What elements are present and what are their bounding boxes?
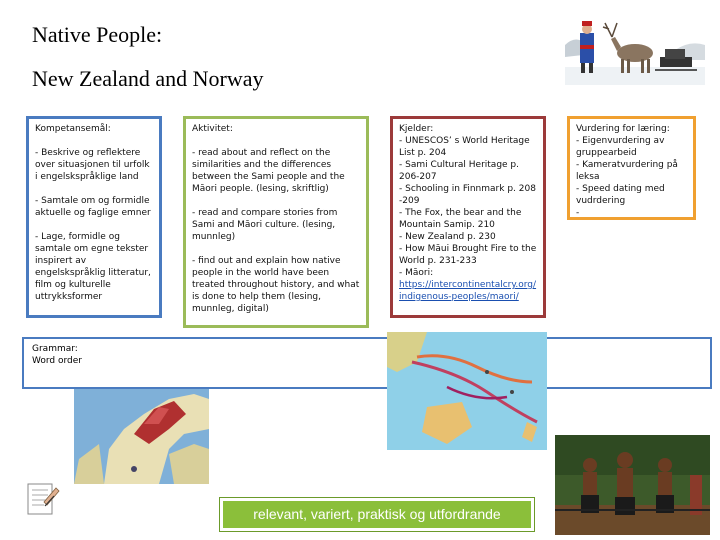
competence-goal-item: - Beskrive og reflektere over situasjonen til urfolk i engelskspråklige land — [35, 148, 150, 182]
assessment-heading: Vurdering for læring: — [576, 124, 670, 134]
assessment-line: - Speed dating med vudrdering — [576, 184, 665, 206]
grammar-topic: Word order — [32, 356, 82, 366]
source-line: - Sami Cultural Heritage p. 206-207 — [399, 160, 519, 182]
assessment-box — [567, 116, 696, 220]
activity-heading: Aktivitet: — [192, 124, 233, 134]
competence-goal-item: - Samtale om og formidle aktuelle og faglige emner — [35, 196, 151, 218]
assessment-line: - Kameratvurdering på leksa — [576, 160, 678, 182]
competence-goal-item: - Lage, formidle og samtale om egne tekster inspirert av engelskspråklig litteratur, film og kulturelle uttrykksformer — [35, 232, 151, 302]
page-title: Native People: — [32, 22, 163, 47]
source-line: - Schooling in Finnmark p. 208 -209 — [399, 184, 536, 206]
maori-performers-photo — [555, 435, 710, 535]
source-line: - New Zealand p. 230 — [399, 232, 496, 242]
polynesia-migration-map — [387, 332, 547, 450]
source-line: - UNESCOS’ s World Heritage List p. 204 — [399, 136, 530, 158]
competence-goals-heading: Kompetansemål: — [35, 124, 111, 134]
assessment-line: - Eigenvurdering av gruppearbeid — [576, 136, 665, 158]
activity-item: - read and compare stories from Sami and Māori culture. (lesing, munnleg) — [192, 208, 338, 242]
maori-source-link[interactable]: https://intercontinentalcry.org/indigenous-peoples/maori/ — [399, 280, 537, 302]
assessment-line: - — [576, 208, 580, 218]
sources-heading: Kjelder: — [399, 124, 434, 134]
summary-banner: relevant, variert, praktisk og utfordrande — [220, 498, 534, 531]
reindeer-sled-photo — [565, 15, 705, 85]
activity-item: - find out and explain how native people in the world have been treated throughout history, and what is done to help them (lesing, munnleg, digital) — [192, 256, 360, 314]
page-subtitle: New Zealand and Norway — [32, 66, 264, 91]
writing-hand-clipart — [26, 480, 60, 516]
sources-box — [390, 116, 546, 318]
competence-goals-box — [26, 116, 162, 318]
grammar-box — [22, 337, 712, 389]
source-line: - The Fox, the bear and the Mountain Samip. 210 — [399, 208, 522, 230]
grammar-heading: Grammar: — [32, 344, 78, 354]
source-line: - How Māui Brought Fire to the World p. 231-233 — [399, 244, 537, 266]
activity-box — [183, 116, 369, 328]
activity-item: - read about and reflect on the similarities and the differences between the Sami people and the Māori people. (lesing, skriftlig) — [192, 148, 345, 194]
scandinavia-sami-map — [74, 389, 209, 484]
source-line: - Māori: — [399, 268, 434, 278]
